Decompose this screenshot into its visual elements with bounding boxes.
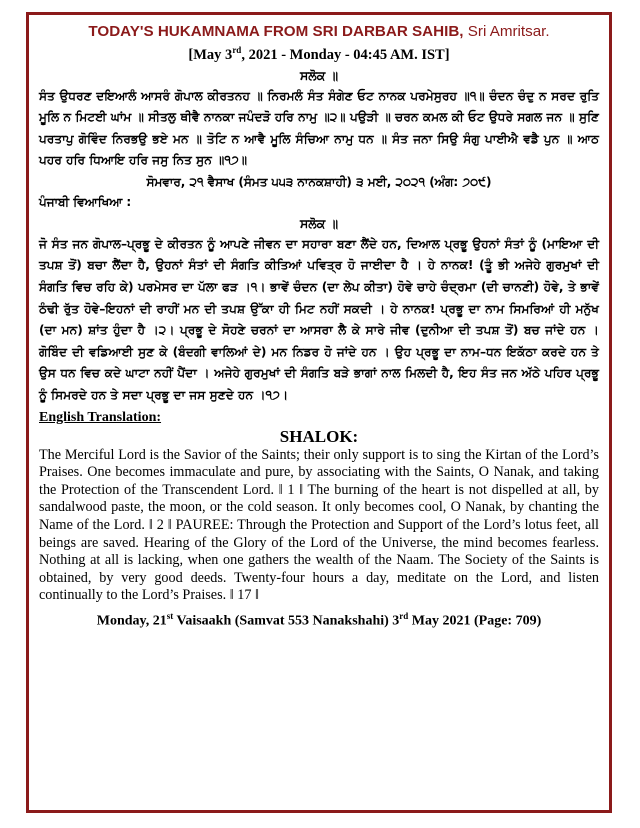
punjabi-label: ਪੰਜਾਬੀ ਵਿਆਖਿਆ : bbox=[39, 194, 132, 209]
gurbani-heading: ਸਲੋਕ ॥ bbox=[299, 67, 339, 83]
title-main: TODAY'S HUKAMNAMA FROM SRI DARBAR SAHIB, bbox=[88, 23, 464, 40]
gurbani-date: ਸੋਮਵਾਰ, ੨੧ ਵੈਸਾਖ (ਸੰਮਤ ੫੫੩ ਨਾਨਕਸ਼ਾਹੀ) ੩ ਮਈ, ੨੦੨੧ (ਅੰਗ: ੭੦੯) bbox=[146, 174, 492, 189]
footer-part1: Monday, 21 bbox=[96, 613, 167, 629]
title-place: Sri Amritsar. bbox=[463, 23, 550, 40]
footer-part2: Vaisaakh (Samvat 553 Nanakshahi) 3 bbox=[173, 613, 400, 629]
punjabi-explanation: ਜੋ ਸੰਤ ਜਨ ਗੋਪਾਲ–ਪ੍ਰਭੂ ਦੇ ਕੀਰਤਨ ਨੂੰ ਆਪਣੇ ਜੀਵਨ ਦਾ ਸਹਾਰਾ ਬਣਾ ਲੈਂਦੇ ਹਨ, ਦਿਆਲ ਪ੍ਰਭੂ ਉਹਨਾਂ ਸੰਤਾਂ ਨੂੰ (ਮਾਇਆ ਦੀ ਤਪਸ਼ ਤੋਂ) ਬਚਾ ਲੈਂਦਾ ਹੈ, ਉਹਨਾਂ ਸੰਤਾਂ ਦੀ ਸੰਗਤਿ ਕੀਤਿਆਂ ਪਵਿਤ੍ਰ ਹੋ ਜਾਈਦਾ ਹੈ । ਹੇ ਨਾਨਕ! (ਤੂੰ ਭੀ ਅਜੇਹੇ ਗੁਰਮੁਖਾਂ ਦੀ ਸੰਗਤਿ ਵਿਚ ਰਹਿ ਕੇ) ਪਰਮੇਸਰ ਦਾ ਪੱਲਾ ਫੜ ।੧। ਭਾਵੇਂ ਚੰਦਨ (ਦਾ ਲੇਪ ਕੀਤਾ) ਹੋਵੇ ਚਾਹੇ ਚੰਦ੍ਰਮਾ (ਦੀ ਚਾਨਣੀ) ਹੋਵੇ, ਤੇ ਭਾਵੇਂ ਠੰਢੀ ਰੁੱਤ ਹੋਵੇ–ਇਹਨਾਂ ਦੀ ਰਾਹੀਂ ਮਨ ਦੀ ਤਪਸ਼ ਉੱਕਾ ਹੀ ਮਿਟ ਨਹੀਂ ਸਕਦੀ । ਹੇ ਨਾਨਕ! ਪ੍ਰਭੂ ਦਾ ਨਾਮ ਸਿਮਰਿਆਂ ਹੀ ਮਨੁੱਖ (ਦਾ ਮਨ) ਸ਼ਾਂਤ ਹੁੰਦਾ ਹੈ ।੨। ਪ੍ਰਭੂ ਦੇ ਸੋਹਣੇ ਚਰਨਾਂ ਦਾ ਆਸਰਾ ਲੈ ਕੇ ਸਾਰੇ ਜੀਵ (ਦੁਨੀਆ ਦੀ ਤਪਸ਼ ਤੋਂ) ਬਚ ਜਾਂਦੇ ਹਨ । ਗੋਬਿੰਦ ਦੀ ਵਡਿਆਈ ਸੁਣ ਕੇ (ਬੰਦਗੀ ਵਾਲਿਆਂ ਦੇ) ਮਨ ਨਿਡਰ ਹੋ ਜਾਂਦੇ ਹਨ । ਉਹ ਪ੍ਰਭੂ ਦਾ ਨਾਮ–ਧਨ ਇਕੱਠਾ ਕਰਦੇ ਹਨ ਤੇ ਉਸ ਧਨ ਵਿਚ ਕਦੇ ਘਾਟਾ ਨਹੀਂ ਪੈਂਦਾ । ਅਜੇਹੇ ਗੁਰਮੁਖਾਂ ਦੀ ਸੰਗਤਿ ਬੜੇ ਭਾਗਾਂ ਨਾਲ ਮਿਲਦੀ ਹੈ, ਇਹ ਸੰਤ ਜਨ ਅੱਠੇ ਪਹਿਰ ਪ੍ਰਭੂ ਨੂੰ ਸਿਮਰਦੇ ਹਨ ਤੇ ਸਦਾ ਪ੍ਰਭੂ ਦਾ ਜਸ ਸੁਣਦੇ ਹਨ ।੧੭। bbox=[39, 236, 599, 402]
english-heading: SHALOK: bbox=[279, 426, 359, 446]
footer-ordinal2: rd bbox=[399, 610, 409, 621]
gurbani-text: ਸੰਤ ਉਧਰਣ ਦਇਆਲੰ ਆਸਰੰ ਗੋਪਾਲ ਕੀਰਤਨਹ ॥ ਨਿਰਮਲੰ ਸੰਤ ਸੰਗੇਣ ਓਟ ਨਾਨਕ ਪਰਮੇਸੁਰਹ ॥੧॥ ਚੰਦਨ ਚੰਦੁ ਨ ਸਰਦ ਰੁਤਿ ਮੂਲਿ ਨ ਮਿਟਈ ਘਾਂਮ ॥ ਸੀਤਲੁ ਥੀਵੈ ਨਾਨਕਾ ਜਪੰਦੜੋ ਹਰਿ ਨਾਮੁ ॥੨॥ ਪਉੜੀ ॥ ਚਰਨ ਕਮਲ ਕੀ ਓਟ ਉਧਰੇ ਸਗਲ ਜਨ ॥ ਸੁਣਿ ਪਰਤਾਪੁ ਗੋਵਿੰਦ ਨਿਰਭਉ ਭਏ ਮਨ ॥ ਤੋਟਿ ਨ ਆਵੈ ਮੂਲਿ ਸੰਚਿਆ ਨਾਮੁ ਧਨ ॥ ਸੰਤ ਜਨਾ ਸਿਉ ਸੰਗੁ ਪਾਈਐ ਵਡੈ ਪੁਨ ॥ ਆਠ ਪਹਰ ਹਰਿ ਧਿਆਇ ਹਰਿ ਜਸੁ ਨਿਤ ਸੁਨ ॥੧੭॥ bbox=[39, 88, 599, 168]
date-ordinal: rd bbox=[232, 45, 242, 55]
page-border bbox=[26, 12, 612, 813]
english-label: English Translation: bbox=[39, 409, 162, 425]
date-open: [May 3 bbox=[188, 46, 233, 63]
footer-ordinal1: st bbox=[166, 610, 174, 621]
page-title bbox=[39, 23, 599, 41]
date-line bbox=[39, 41, 599, 64]
document-body bbox=[39, 23, 599, 631]
footer-part3: May 2021 (Page: 709) bbox=[408, 613, 542, 629]
punjabi-heading: ਸਲੋਕ ॥ bbox=[299, 215, 339, 231]
english-translation: The Merciful Lord is the Savior of the Saints; their only support is to sing the Kirtan of the Lord’s Praises. One becomes immaculate and pure, by associating with the Saints, O Nanak, and taking the Protection of the Transcendent Lord. ‖ 1 ‖ The burning of the heart is not dispelled at all, by sandalwood paste, the moon, or the cold season. It only becomes cool, O Nanak, by chanting the Name of the Lord. ‖ 2 ‖ PAUREE: Through the Protection and Support of the Lord’s lotus feet, all beings are saved. Hearing of the Glory of the Lord of the Universe, the mind becomes fearless. Nothing at all is lacking, when one gathers the wealth of the Naam. The Society of the Saints is obtained, by very good deeds. Twenty-four hours a day, meditate on the Lord, and listen continually to the Lord’s Praises. ‖ 17 ‖ bbox=[39, 446, 599, 604]
footer-date bbox=[39, 607, 599, 631]
date-rest: , 2021 - Monday - 04:45 AM. IST] bbox=[241, 46, 450, 63]
